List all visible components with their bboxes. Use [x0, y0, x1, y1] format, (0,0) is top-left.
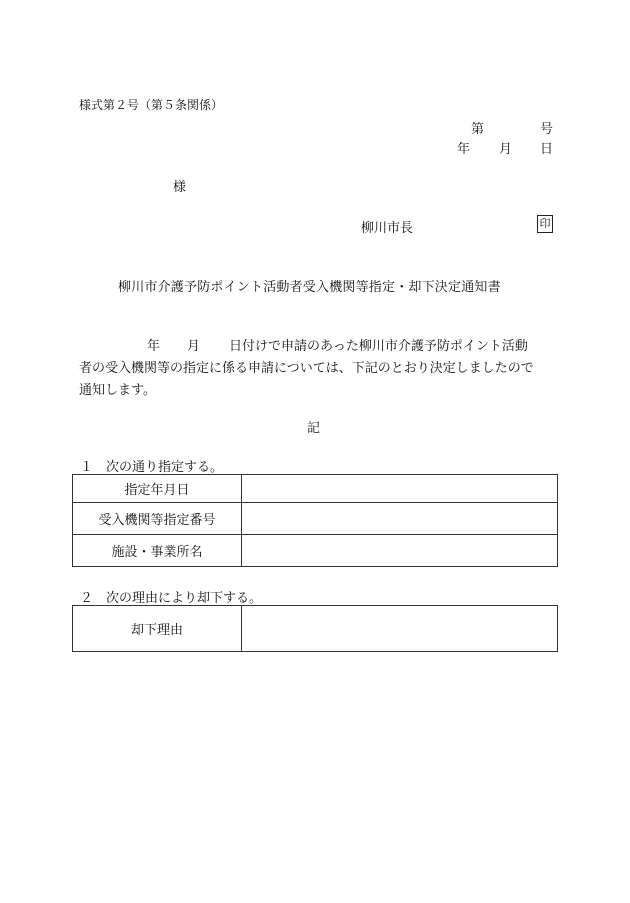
body-line-3: 通知します。 — [79, 383, 156, 398]
form-id: 様式第２号（第５条関係） — [79, 98, 224, 112]
document-number-prefix: 第 — [471, 122, 485, 137]
issuer-name: 柳川市長 — [361, 221, 414, 236]
document-title: 柳川市介護予防ポイント活動者受入機関等指定・却下決定通知書 — [118, 280, 501, 295]
designation-table — [72, 474, 558, 567]
rejection-reason-field[interactable] — [242, 606, 558, 652]
body-line-1: 日付けで申請のあった柳川市介護予防ポイント活動 — [229, 339, 528, 354]
table-row — [73, 503, 558, 535]
section-1-heading: １ 次の通り指定する。 — [80, 460, 224, 475]
institution-number-field[interactable] — [242, 503, 558, 535]
facility-name-label: 施設・事業所名 — [73, 535, 242, 567]
document-number-suffix: 号 — [540, 122, 554, 137]
facility-name-field[interactable] — [242, 535, 558, 567]
issue-date-year: 年 — [457, 142, 471, 157]
body-year: 年 — [147, 339, 161, 354]
rejection-reason-label: 却下理由 — [73, 606, 242, 652]
issue-date-day: 日 — [540, 142, 554, 157]
issue-date-month: 月 — [499, 142, 513, 157]
note-mark: 記 — [307, 421, 321, 436]
designation-date-field[interactable] — [242, 475, 558, 503]
table-row — [73, 535, 558, 567]
section-2-heading: ２ 次の理由により却下する。 — [80, 591, 263, 606]
table-row — [73, 606, 558, 652]
institution-number-label: 受入機関等指定番号 — [73, 503, 242, 535]
addressee-honorific: 様 — [173, 180, 187, 195]
body-line-2: 者の受入機関等の指定に係る申請については、下記のとおり決定しましたので — [79, 361, 534, 376]
seal-mark: 印 — [537, 215, 553, 233]
table-row — [73, 475, 558, 503]
rejection-table — [72, 605, 558, 652]
body-month: 月 — [187, 339, 201, 354]
designation-date-label: 指定年月日 — [73, 475, 242, 503]
